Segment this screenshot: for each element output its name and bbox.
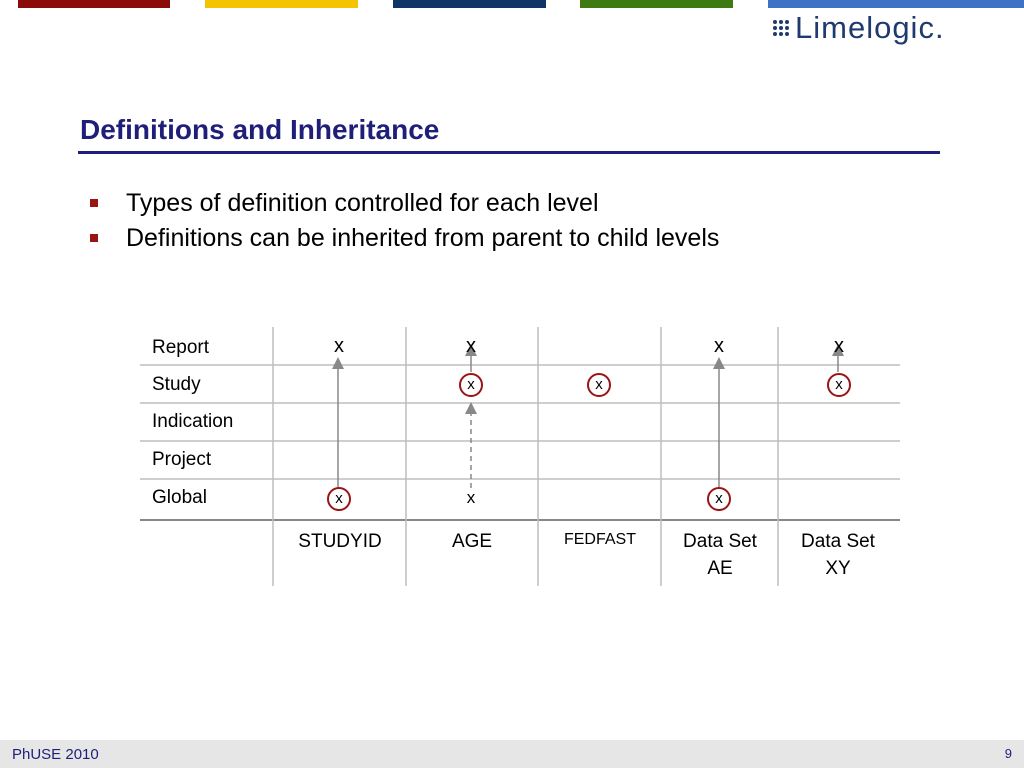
limelogic-logo xyxy=(773,8,1019,48)
bullet-item xyxy=(90,186,719,221)
square-bullet-icon xyxy=(90,234,98,242)
bullet-list xyxy=(90,186,719,256)
column-label-dataset-ae: Data Set AE xyxy=(683,531,757,579)
mark-report-studyid: x xyxy=(334,335,344,357)
top-bar-green xyxy=(580,0,733,8)
square-bullet-icon xyxy=(90,199,98,207)
circled-mark-study-dataset-xy: x xyxy=(827,373,851,397)
column-label-age: AGE xyxy=(451,531,493,552)
mark-report-dataset-ae: x xyxy=(714,335,724,357)
mark-report-age: x xyxy=(466,335,476,357)
column-label-dataset-xy: Data Set XY xyxy=(801,531,875,579)
footer-conference: PhUSE 2010 xyxy=(12,746,99,763)
row-label-indication: Indication xyxy=(152,411,234,432)
logo-text: Limelogic. xyxy=(795,10,945,45)
top-bar-navy xyxy=(393,0,546,8)
page-number: 9 xyxy=(1004,746,1012,761)
logo-dots-icon xyxy=(773,20,789,36)
circled-mark-study-age: x xyxy=(459,373,483,397)
row-label-global: Global xyxy=(152,487,207,508)
column-label-studyid: STUDYID xyxy=(298,531,382,552)
mark-global-age: x xyxy=(466,488,476,507)
circled-mark-study-fedfast: x xyxy=(587,373,611,397)
bullet-item xyxy=(90,221,719,256)
mark-report-dataset-xy: x xyxy=(834,335,844,357)
row-label-study: Study xyxy=(152,374,201,395)
top-bar-blue xyxy=(768,0,1024,8)
bullet-text: Definitions can be inherited from parent to child levels xyxy=(126,224,720,252)
title-underline xyxy=(78,151,940,154)
column-label-fedfast: FEDFAST xyxy=(563,531,636,548)
circled-mark-global-studyid: x xyxy=(327,487,351,511)
bullet-text: Types of definition controlled for each level xyxy=(126,189,599,217)
footer-bar xyxy=(0,740,1024,768)
top-bar-red xyxy=(18,0,170,8)
circled-mark-global-dataset-ae: x xyxy=(707,487,731,511)
row-label-report: Report xyxy=(152,337,210,358)
row-label-project: Project xyxy=(152,449,212,470)
top-bar-yellow xyxy=(205,0,358,8)
slide-title: Definitions and Inheritance xyxy=(80,114,440,145)
